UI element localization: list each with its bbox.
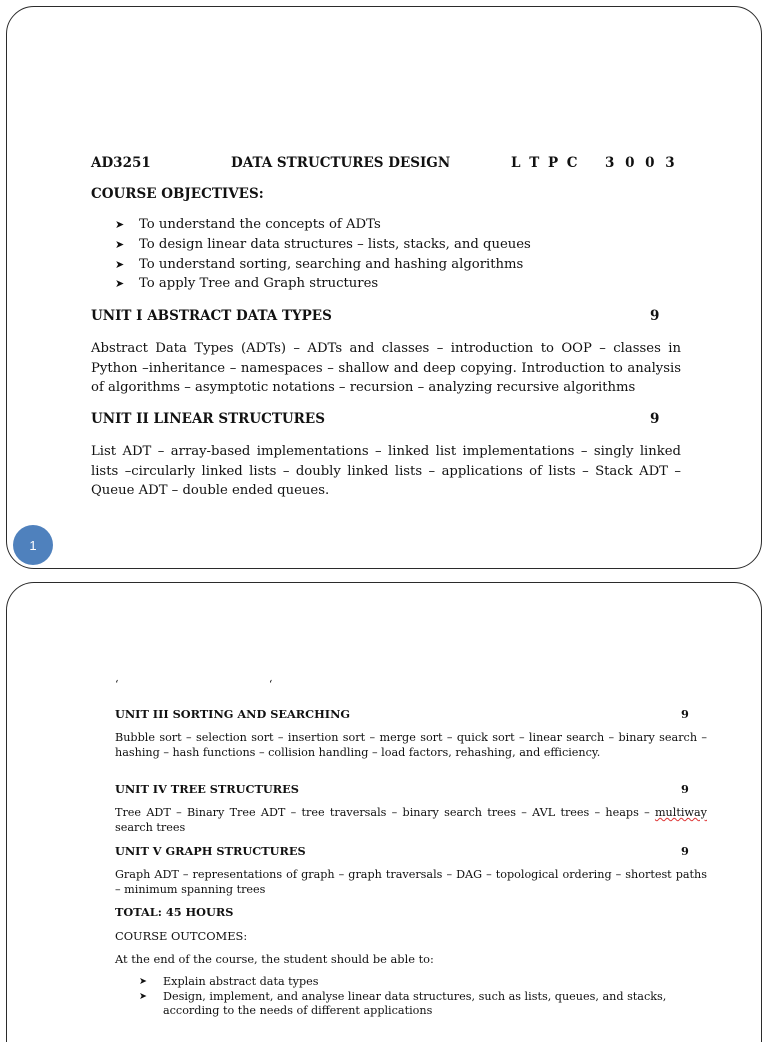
arrow-bullet-icon: ➤ [115,277,125,291]
list-item: ➤ To understand the concepts of ADTs [115,215,531,235]
slide-1 [6,6,762,569]
list-item: ➤ Design, implement, and analyse linear data structures, such as lists, queues, and stacks, according to the needs of different applications [139,989,667,1018]
unit5-body: Graph ADT – representations of graph – graph traversals – DAG – topological ordering – shortest paths – minimum spanning trees [115,868,707,896]
unit3-hours: 9 [681,707,689,721]
arrow-bullet-icon: ➤ [115,257,125,271]
unit3-heading: UNIT III SORTING AND SEARCHING [115,707,351,721]
course-title: DATA STRUCTURES DESIGN [231,155,451,171]
arrow-bullet-icon: ➤ [139,976,147,987]
spellcheck-word: multiway [654,806,707,819]
unit3-body: Bubble sort – selection sort – insertion sort – merge sort – quick sort – linear search – binary search – hashing – hash functions – collision handling – load factors, rehashing, and efficiency. [115,731,707,759]
unit1-heading: UNIT I ABSTRACT DATA TYPES [91,308,332,324]
arrow-bullet-icon: ➤ [115,237,125,251]
outcomes-intro: At the end of the course, the student should be able to: [115,952,434,966]
unit4-heading: UNIT IV TREE STRUCTURES [115,782,299,796]
page-number-badge: 1 [13,525,53,565]
ltpc-label: L T P C [511,155,580,171]
unit4-body: Tree ADT – Binary Tree ADT – tree traversals – binary search trees – AVL trees – heaps – multiway search trees [115,806,707,834]
arrow-bullet-icon: ➤ [115,218,125,231]
list-item: ➤ Explain abstract data types [139,975,319,988]
unit4-hours: 9 [681,782,689,796]
unit2-body: List ADT – array-based implementations – linked list implementations – singly linked lists –circularly linked lists – doubly linked lists – applications of lists – Stack ADT – Queue ADT – double ended queues. [91,444,681,499]
unit1-body: Abstract Data Types (ADTs) – ADTs and classes – introduction to OOP – classes in Python –inheritance – namespaces – shallow and deep copying. Introduction to analysis of algorithms – asymptotic notations – recursion – analyzing recursive algorithms [91,341,681,396]
unit2-heading: UNIT II LINEAR STRUCTURES [91,411,325,427]
unit5-hours: 9 [681,844,689,858]
unit5-heading: UNIT V GRAPH STRUCTURES [115,844,306,858]
list-item: ➤ To design linear data structures – lists, stacks, and queues [115,235,531,255]
objectives-list [115,215,531,294]
total-hours: TOTAL: 45 HOURS [115,905,234,919]
ltpc-values: 3 0 0 3 [605,155,678,171]
unit2-hours: 9 [650,411,660,427]
course-header [91,155,678,175]
course-code: AD3251 [91,155,151,171]
arrow-bullet-icon: ➤ [139,990,147,1002]
list-item: ➤ To apply Tree and Graph structures [115,274,531,294]
cropped-text-fragment: ‘ ‘ [115,678,273,691]
unit1-hours: 9 [650,308,660,324]
slide-2 [6,582,762,1042]
list-item: ➤ To understand sorting, searching and hashing algorithms [115,255,531,275]
outcomes-heading: COURSE OUTCOMES: [115,929,248,943]
outcomes-list [139,975,709,1019]
objectives-heading: COURSE OBJECTIVES: [91,186,264,202]
